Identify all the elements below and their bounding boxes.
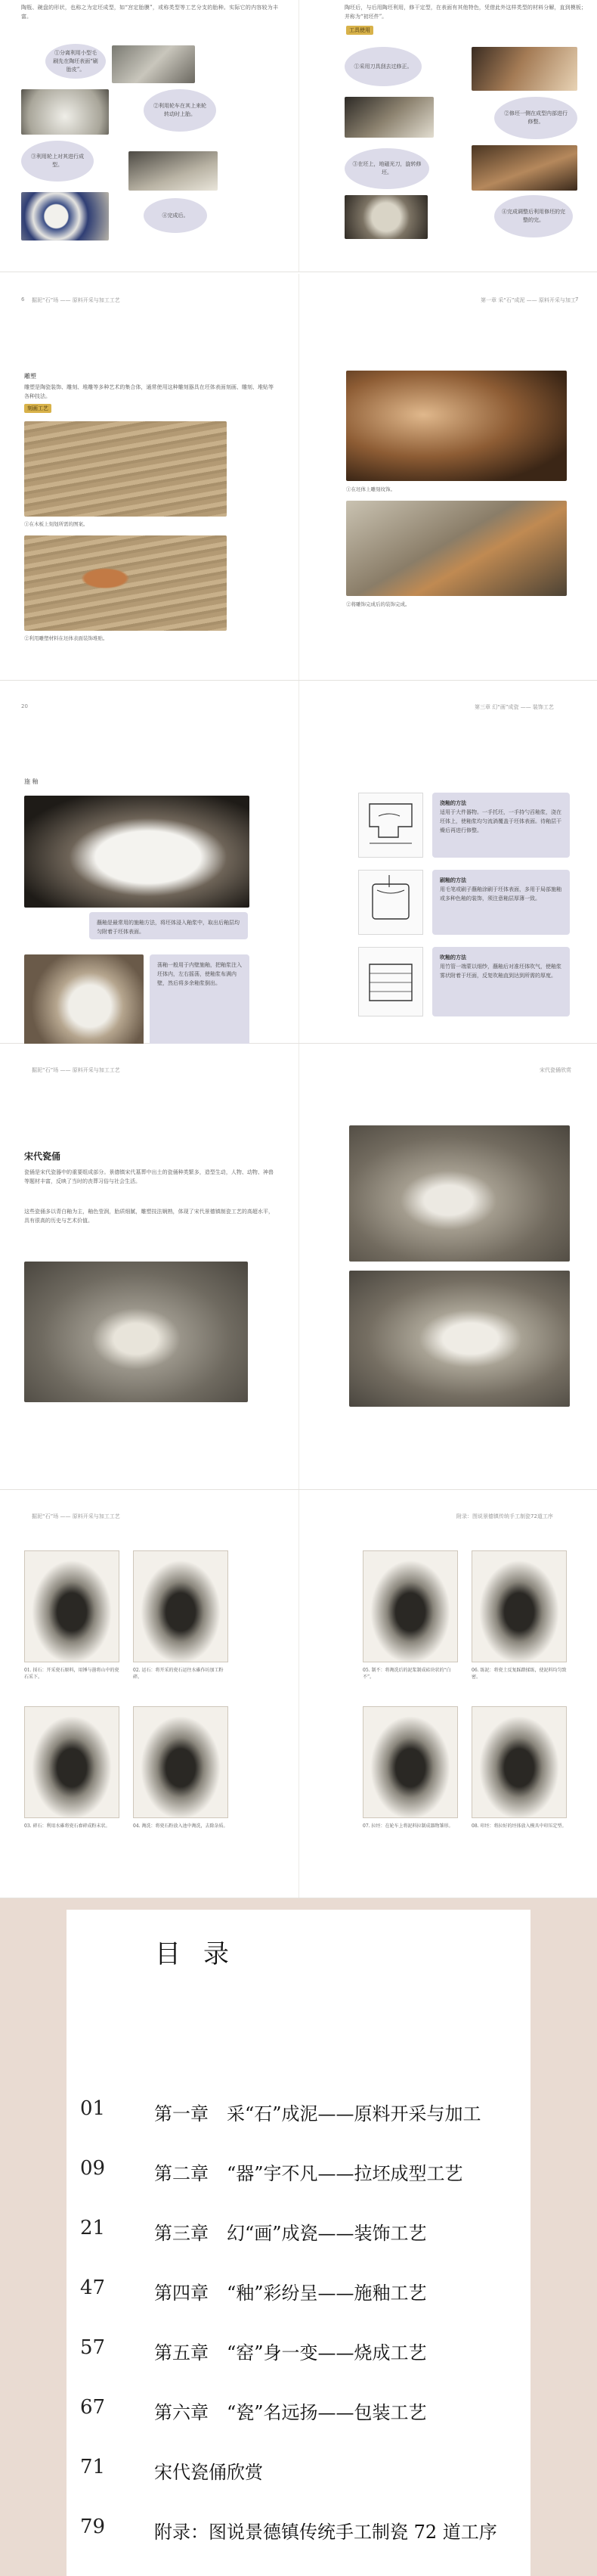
page-number: 20 [21,703,28,709]
photo-beast-figurine [349,1125,570,1262]
method-text: 适用于大件器物。一手托坯，一手持勺舀釉浆，浇在坯体上，使釉浆均匀流淌覆盖于坯体表面。待釉层干燥后再进行修整。 [440,809,561,833]
toc-entry: 第五章 “窑”身一变——烧成工艺 [154,2342,427,2363]
running-head: 宋代瓷俑欣赏 [540,1067,571,1073]
body-text: 这些瓷俑多以青白釉为主，釉色莹润，胎质细腻，雕塑技法娴熟，体现了宋代景德镇制瓷工艺的高超水平，具有很高的历史与艺术价值。 [24,1209,274,1224]
page-number: 7 [575,296,579,303]
toc-entry: 第六章 “瓷”名远扬——包装工艺 [154,2402,427,2423]
page-number: 6 [21,296,25,303]
toc-row[interactable] [67,2396,530,2426]
spread-glazing [0,681,597,1044]
photo-dragon-relief [346,371,567,481]
toc-entry: 第二章 “器”宇不凡——拉坯成型工艺 [154,2163,463,2184]
section-heading: 施 釉 [24,778,39,785]
section-heading: 雕塑 [24,373,36,380]
blow-diagram [359,948,422,1016]
page-right [298,681,597,1043]
running-head: 第三章 幻“画”成瓷 —— 装饰工艺 [475,704,554,710]
page-right [298,274,597,680]
figure-caption: 03. 碎石：利用水碓将瓷石舂碎成粉末状。 [24,1823,110,1829]
figure-caption: 02. 运石：将开采的瓷石运往水碓作坊加工粉碎。 [133,1668,224,1680]
diagram-pour [358,793,423,858]
brush-diagram [359,871,422,934]
toc-entry: 第三章 幻“画”成瓷——装饰工艺 [154,2223,427,2244]
caption: ②利用雕塑材料在坯体表面装饰堆贴。 [24,635,108,641]
method-text: 用毛笔或刷子蘸釉涂刷于坯体表面，多用于局部施釉或多种色釉的装饰，须注意釉层厚薄一致。 [440,886,561,902]
figure-caption: 01. 採石：开采瓷石原料，用锤与凿将山中的瓷石采下。 [24,1668,119,1680]
method-panel [432,947,570,1016]
figure-caption: 05. 制不：将淘洗后的泥浆制成砖块状的“白不”。 [363,1668,451,1680]
photo-knife-trim [472,47,577,91]
step-bubble-2: ②利用轮车在其上来轮转动时上胎。 [144,89,216,132]
page-right [298,1044,597,1489]
photo-bird-figurine [24,1262,248,1402]
running-head: 掘泥“石”场 —— 原料开采与加工工艺 [32,297,120,303]
spread-forming [0,0,597,272]
spread-appendix [0,1490,597,1898]
running-head: 掘泥“石”场 —— 原料开采与加工工艺 [32,1513,120,1519]
body-text: 瓷俑是宋代瓷器中的重要组成部分。景德镇宋代墓葬中出土的瓷俑种类繁多，造型生动，人物、动物、神兽等题材丰富，反映了当时的丧葬习俗与社会生活。 [24,1169,274,1184]
spread-carving [0,274,597,681]
body-text: 雕塑是陶瓷装饰、雕刻、堆雕等多种艺术的集合体，通常使用这种雕刻器具在坯体表面刻画、雕刻、堆贴等各种技法。 [24,384,274,399]
step-bubble-1: ①分离利用小型毛刷先在陶坯表面“刷胎皮”。 [45,44,106,79]
page-left [0,0,298,272]
photo-wheel-trim [345,97,434,138]
toc-card [67,1910,530,2576]
step-bubble-2: ②修坯一侧在成型内部进行修整。 [494,97,577,139]
toc-row[interactable] [67,2336,530,2367]
photo-carving-hands [346,501,567,596]
running-head: 附录：图说景德镇传统手工制瓷72道工序 [456,1513,553,1519]
toc-page-number: 01 [80,2097,106,2120]
toc-row[interactable] [67,2157,530,2187]
toc-entry: 第一章 采“石”成泥——原料开采与加工 [154,2103,481,2124]
toc-row[interactable] [67,2097,530,2128]
photo-blue-plate [21,192,109,241]
diagram-brush [358,870,423,935]
figure-card [472,1706,567,1818]
figure-card [363,1706,458,1818]
photo-hands-trim [472,145,577,191]
toc-entry: 第四章 “釉”彩纷呈——施釉工艺 [154,2283,427,2304]
figure-card [472,1550,567,1662]
toc-page-number: 71 [80,2456,106,2478]
page-left [0,1490,298,1898]
toc-row[interactable] [67,2217,530,2247]
toc-entry: 附录：图说景德镇传统手工制瓷 72 道工序 [154,2522,497,2543]
caption: ②将雕饰完成后的装饰完成。 [346,601,410,607]
page-right [298,0,597,272]
toc-entry: 宋代瓷俑欣赏 [154,2462,263,2483]
figure-card [24,1706,119,1818]
body-text: 陶瓶、碗盘的形状，也称之为定坯成型，如“宫定胎膜”，或称类型等工艺分支的胎种。实际它的内容较为丰富。 [21,5,278,20]
photo-hands-wheel [21,89,109,135]
figure-card [24,1550,119,1662]
toc-page-number: 47 [80,2277,106,2299]
photo-bowl-spin [112,45,195,83]
toc-page-number: 67 [80,2396,106,2419]
toc-page-number: 79 [80,2515,106,2538]
photo-rinse-glaze [24,954,144,1048]
photo-trimming [128,151,218,191]
page-left [0,274,298,680]
caption: ①在坯体上雕刻纹饰。 [346,486,395,492]
step-bubble-3: ③在坯上，地磁光刀，旋转修坯。 [345,148,429,189]
step-bubble-4: ④完成后。 [144,198,207,233]
method-title: 浇釉的方法 [440,799,466,806]
method-title: 刷釉的方法 [440,877,466,883]
running-head: 掘泥“石”场 —— 原料开采与加工工艺 [32,1067,120,1073]
section-tag: 工具使用 [346,26,373,35]
photo-fish-figurine [349,1271,570,1407]
method-text: 用竹管一端蒙以细纱，蘸釉后对准坯体吹气，使釉浆雾状附着于坯面，反复吹釉直到达到所需的厚度。 [440,964,561,979]
spread-figurines [0,1044,597,1490]
caption-panel: 荡釉一般用于内壁施釉，把釉浆注入坯体内，左右摇荡，使釉浆布满内壁，然后将多余釉浆倒出。 [150,954,249,1048]
section-heading: 宋代瓷俑 [24,1151,61,1162]
toc-row[interactable] [67,2277,530,2307]
photo-clay-dragon [24,535,227,631]
toc-title: 目录 [155,1939,252,1969]
page-left [0,1044,298,1489]
figure-card [133,1550,228,1662]
caption-panel: 蘸釉是最常用的施釉方法，将坯体浸入釉浆中，取出后釉层均匀附着于坯体表面。 [89,912,248,939]
toc-page-number: 57 [80,2336,106,2359]
photo-dip-glaze [24,796,249,908]
photo-wood-board [24,421,227,517]
toc-page-number: 21 [80,2217,106,2239]
toc-row[interactable] [67,2456,530,2486]
step-bubble-3: ③利用轮上对其进行成型。 [21,141,94,182]
figure-card [133,1706,228,1818]
method-title: 吹釉的方法 [440,954,466,961]
method-panel [432,870,570,935]
figure-card [363,1550,458,1662]
caption: ①在木板上刻划所需的图案。 [24,521,88,527]
diagram-blow [358,947,423,1016]
step-bubble-4: ④完成调整后利用修坯的完整的完。 [494,195,573,237]
figure-caption: 06. 练泥：将瓷土反复踩踏揉练，使泥料均匀致密。 [472,1668,567,1680]
method-panel [432,793,570,858]
toc-page-number: 09 [80,2157,106,2180]
photo-foot-ring [345,195,428,239]
page-right [298,1490,597,1898]
page-left [0,681,298,1043]
body-text: 陶坯后，与后用陶坯利用，修干定型，在表面有其他特色，凭借此外这样类型的材料分解，直到模板；并称为“初坯件”。 [345,5,586,20]
toc-row[interactable] [67,2515,530,2546]
pour-diagram [359,793,422,857]
figure-caption: 07. 拉坯：在轮车上将泥料拉制成器物雏形。 [363,1823,453,1829]
step-bubble-1: ①采用刀具刮去过修正。 [345,47,422,86]
section-tag: 刻画工艺 [24,404,51,413]
running-head: 第一章 采“石”成泥 —— 原料开采与加工 [481,297,576,303]
figure-caption: 04. 淘洗：将瓷石粉放入池中淘洗，去除杂质。 [133,1823,228,1829]
figure-caption: 08. 印坯：将拉好的坯体放入模具中印压定型。 [472,1823,567,1829]
